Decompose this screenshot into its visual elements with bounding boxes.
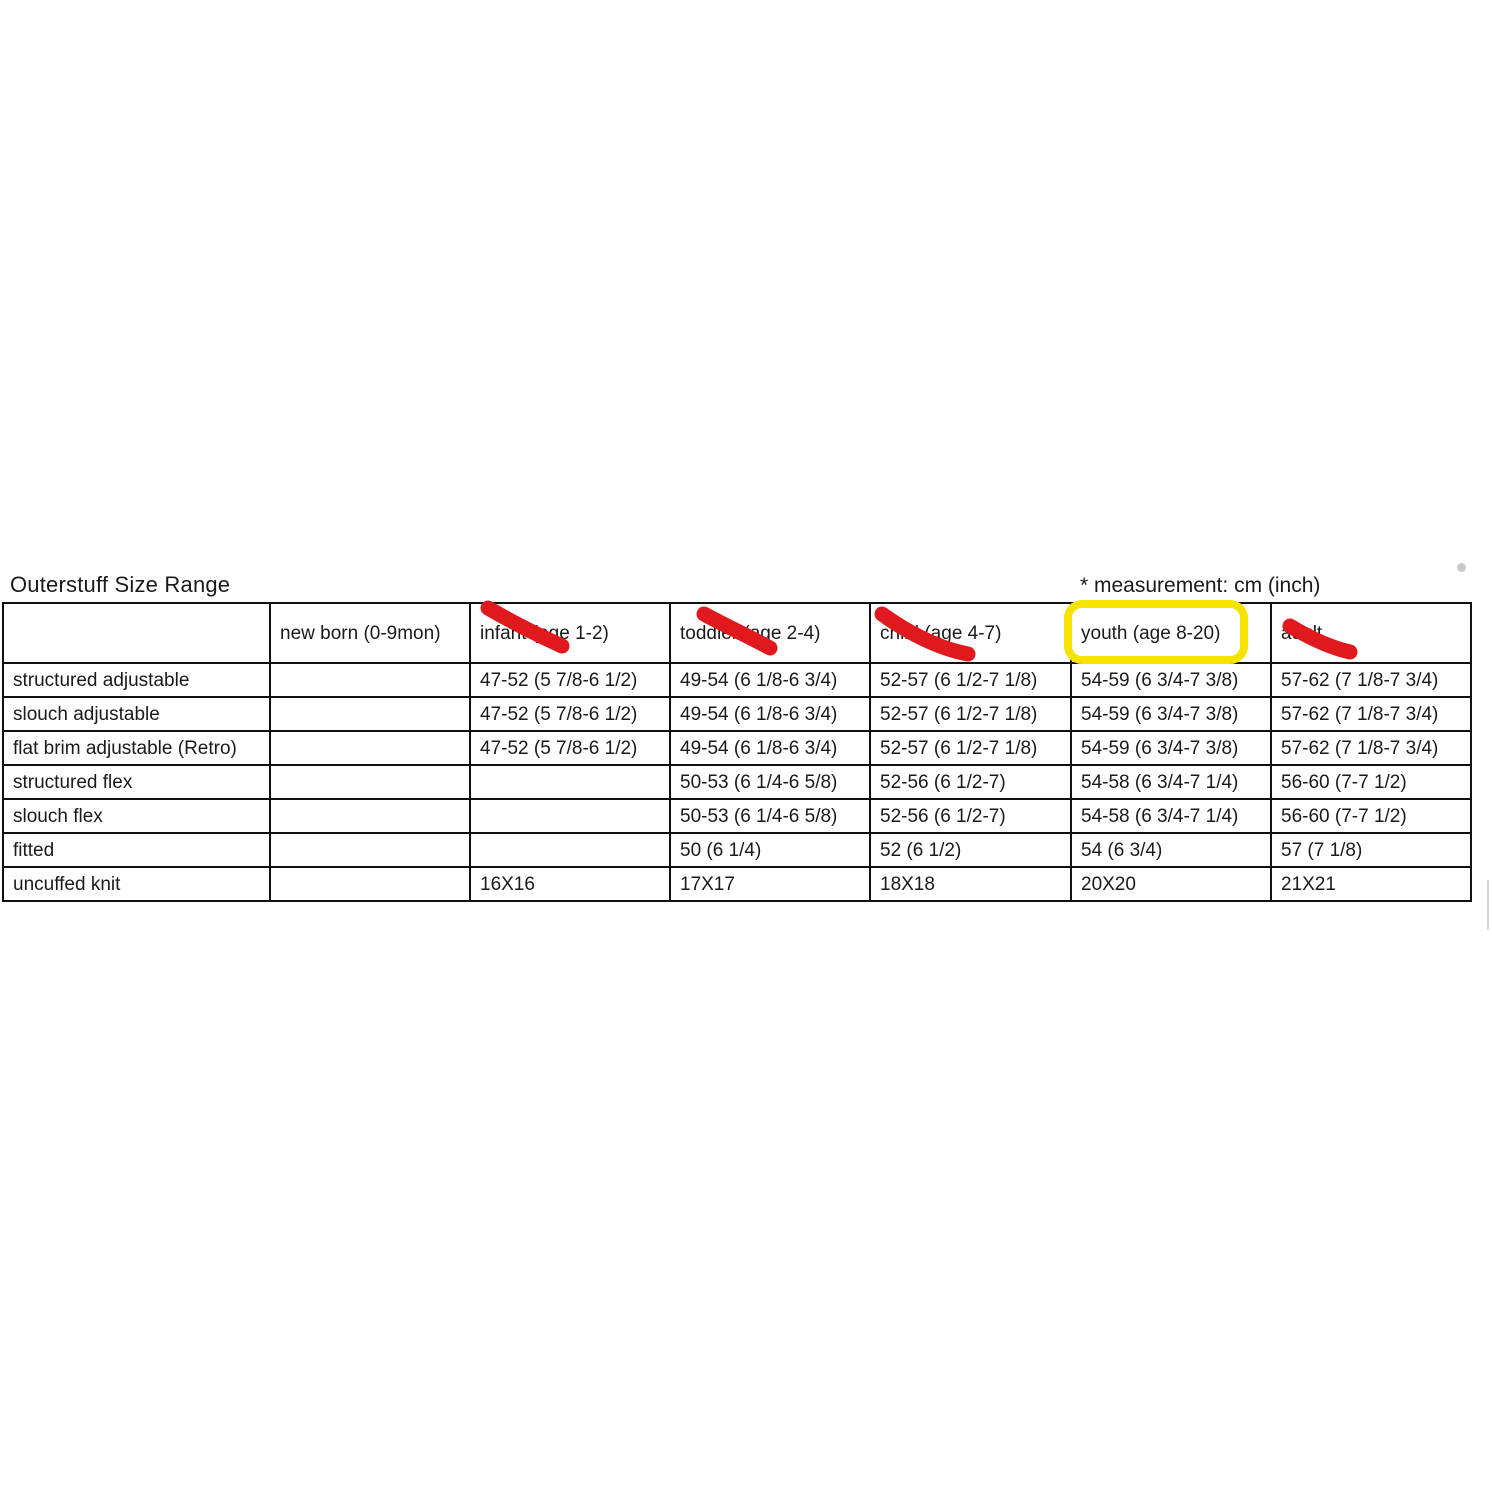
table-row — [3, 765, 1471, 799]
table-cell: 52-56 (6 1/2-7) — [870, 765, 1071, 799]
header-cell-adult: adult — [1271, 603, 1471, 663]
table-cell: 18X18 — [870, 867, 1071, 901]
table-cell: 54-58 (6 3/4-7 1/4) — [1071, 765, 1271, 799]
table-cell: 47-52 (5 7/8-6 1/2) — [470, 663, 670, 697]
table-cell: 56-60 (7-7 1/2) — [1271, 765, 1471, 799]
table-cell: 21X21 — [1271, 867, 1471, 901]
row-label: structured adjustable — [3, 663, 270, 697]
row-label: fitted — [3, 833, 270, 867]
row-label: uncuffed knit — [3, 867, 270, 901]
table-cell — [270, 867, 470, 901]
table-cell — [270, 799, 470, 833]
table-cell — [270, 731, 470, 765]
table-cell: 47-52 (5 7/8-6 1/2) — [470, 731, 670, 765]
table-cell: 47-52 (5 7/8-6 1/2) — [470, 697, 670, 731]
table-row — [3, 867, 1471, 901]
table-cell: 52-56 (6 1/2-7) — [870, 799, 1071, 833]
scan-dot — [1457, 563, 1466, 572]
table-cell: 54-59 (6 3/4-7 3/8) — [1071, 663, 1271, 697]
row-label: flat brim adjustable (Retro) — [3, 731, 270, 765]
table-row — [3, 663, 1471, 697]
header-cell-newborn: new born (0-9mon) — [270, 603, 470, 663]
table-row — [3, 697, 1471, 731]
row-label: structured flex — [3, 765, 270, 799]
table-cell: 56-60 (7-7 1/2) — [1271, 799, 1471, 833]
row-label: slouch flex — [3, 799, 270, 833]
header-cell-corner — [3, 603, 270, 663]
table-cell: 54 (6 3/4) — [1071, 833, 1271, 867]
header-cell-toddler: toddler (age 2-4) — [670, 603, 870, 663]
header-cell-youth: youth (age 8-20) — [1071, 603, 1271, 663]
table-cell: 54-58 (6 3/4-7 1/4) — [1071, 799, 1271, 833]
size-table — [2, 602, 1472, 902]
row-label: slouch adjustable — [3, 697, 270, 731]
table-cell: 50-53 (6 1/4-6 5/8) — [670, 765, 870, 799]
table-cell: 57-62 (7 1/8-7 3/4) — [1271, 697, 1471, 731]
table-cell: 49-54 (6 1/8-6 3/4) — [670, 731, 870, 765]
table-row — [3, 731, 1471, 765]
table-cell: 20X20 — [1071, 867, 1271, 901]
table-cell: 49-54 (6 1/8-6 3/4) — [670, 663, 870, 697]
table-cell: 57-62 (7 1/8-7 3/4) — [1271, 731, 1471, 765]
table-cell — [270, 765, 470, 799]
document-title: Outerstuff Size Range — [10, 572, 231, 597]
table-cell: 54-59 (6 3/4-7 3/8) — [1071, 731, 1271, 765]
table-cell: 17X17 — [670, 867, 870, 901]
table-cell: 57 (7 1/8) — [1271, 833, 1471, 867]
table-cell: 16X16 — [470, 867, 670, 901]
header-row — [3, 603, 1471, 663]
table-cell: 54-59 (6 3/4-7 3/8) — [1071, 697, 1271, 731]
header-cell-infant: infant (age 1-2) — [470, 603, 670, 663]
table-cell — [470, 833, 670, 867]
table-row — [3, 799, 1471, 833]
measurement-note: * measurement: cm (inch) — [1080, 574, 1321, 597]
table-cell: 50 (6 1/4) — [670, 833, 870, 867]
scan-edge-mark — [1487, 880, 1489, 930]
table-cell: 52-57 (6 1/2-7 1/8) — [870, 663, 1071, 697]
table-cell — [270, 833, 470, 867]
table-cell: 52-57 (6 1/2-7 1/8) — [870, 697, 1071, 731]
table-cell — [470, 799, 670, 833]
table-cell — [270, 663, 470, 697]
table-row — [3, 833, 1471, 867]
header-cell-child: child (age 4-7) — [870, 603, 1071, 663]
table-cell: 52 (6 1/2) — [870, 833, 1071, 867]
table-cell: 50-53 (6 1/4-6 5/8) — [670, 799, 870, 833]
table-cell: 49-54 (6 1/8-6 3/4) — [670, 697, 870, 731]
table-cell — [470, 765, 670, 799]
table-cell: 57-62 (7 1/8-7 3/4) — [1271, 663, 1471, 697]
table-cell: 52-57 (6 1/2-7 1/8) — [870, 731, 1071, 765]
table-cell — [270, 697, 470, 731]
